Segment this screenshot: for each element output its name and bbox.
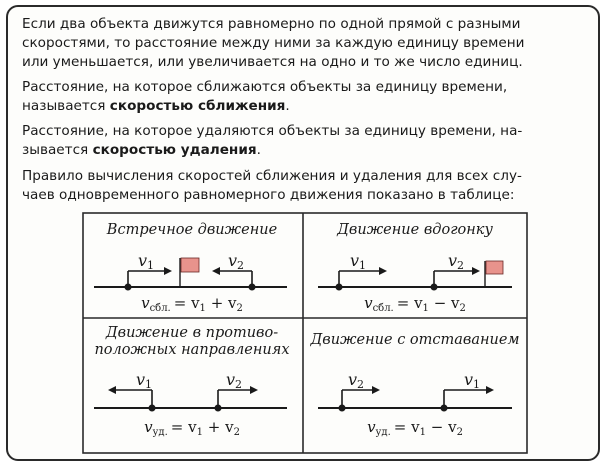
formula: $v_{уд.} = v_1 + v_2$ <box>144 418 240 438</box>
cell-title-line: Движение в противо- <box>105 325 279 341</box>
motion-table <box>82 212 528 454</box>
text-line: чаев одновременного равномерного движения показано в таблице: <box>22 187 515 203</box>
formula: $v_{сбл.} = v_1 + v_2$ <box>141 294 243 314</box>
flag <box>181 258 199 272</box>
term-approach-speed: скоростью сближения <box>109 98 286 114</box>
arrowhead-right <box>472 267 480 275</box>
text-line <box>22 141 588 160</box>
text-line: Расстояние, на которое удаляются объекты за единицу времени, на- <box>22 123 523 139</box>
text-line: Расстояние, на которое сближаются объекты за единицу времени, <box>22 79 508 95</box>
text-fragment: . <box>256 142 261 158</box>
text-line: Если два объекта движутся равномерно по одной прямой с разными <box>22 16 521 32</box>
cell-title: Встречное движение <box>106 222 278 238</box>
text-line: Правило вычисления скоростей сближения и удаления для всех слу- <box>22 168 522 184</box>
arrowhead-right <box>486 386 494 394</box>
arrowhead-right <box>379 267 387 275</box>
text-fragment: зывается <box>22 142 93 158</box>
arrowhead-right <box>250 386 258 394</box>
paragraph-definition <box>22 15 588 72</box>
velocity-label-v2: v2 <box>448 251 465 272</box>
arrowhead-right <box>164 267 172 275</box>
paragraph-rule <box>22 167 588 205</box>
arrowhead-right <box>372 386 380 394</box>
formula: $v_{сбл.} = v_1 - v_2$ <box>364 294 466 314</box>
velocity-label-v1: v1 <box>464 370 481 391</box>
text-line: скоростями, то расстояние между ними за каждую единицу времени <box>22 35 525 51</box>
cell-head-on <box>94 222 287 314</box>
text-fragment: . <box>285 98 290 114</box>
paragraph-separation-speed <box>22 122 588 160</box>
cell-title-line: положных направлениях <box>94 342 290 358</box>
velocity-label-v1: v1 <box>136 370 153 391</box>
velocity-label-v1: v1 <box>138 251 155 272</box>
cell-chase <box>318 222 512 314</box>
cell-title: Движение с отставанием <box>310 332 520 348</box>
paragraph-approach-speed <box>22 78 588 116</box>
arrowhead-left <box>108 386 116 394</box>
flag <box>486 261 503 274</box>
text-line: или уменьшается, или увеличивается на одно и то же число единиц. <box>22 54 523 70</box>
formula: $v_{уд.} = v_1 - v_2$ <box>367 418 463 438</box>
velocity-label-v2: v2 <box>348 370 365 391</box>
term-separation-speed: скоростью удаления <box>92 142 257 158</box>
text-fragment: называется <box>22 98 110 114</box>
velocity-label-v1: v1 <box>350 251 367 272</box>
cell-title: Движение вдогонку <box>337 222 493 238</box>
arrowhead-left <box>212 267 220 275</box>
cell-lagging <box>309 332 519 438</box>
cell-opposite-directions <box>94 325 290 438</box>
velocity-label-v2: v2 <box>226 370 243 391</box>
text-line <box>22 97 588 116</box>
velocity-label-v2: v2 <box>228 251 245 272</box>
